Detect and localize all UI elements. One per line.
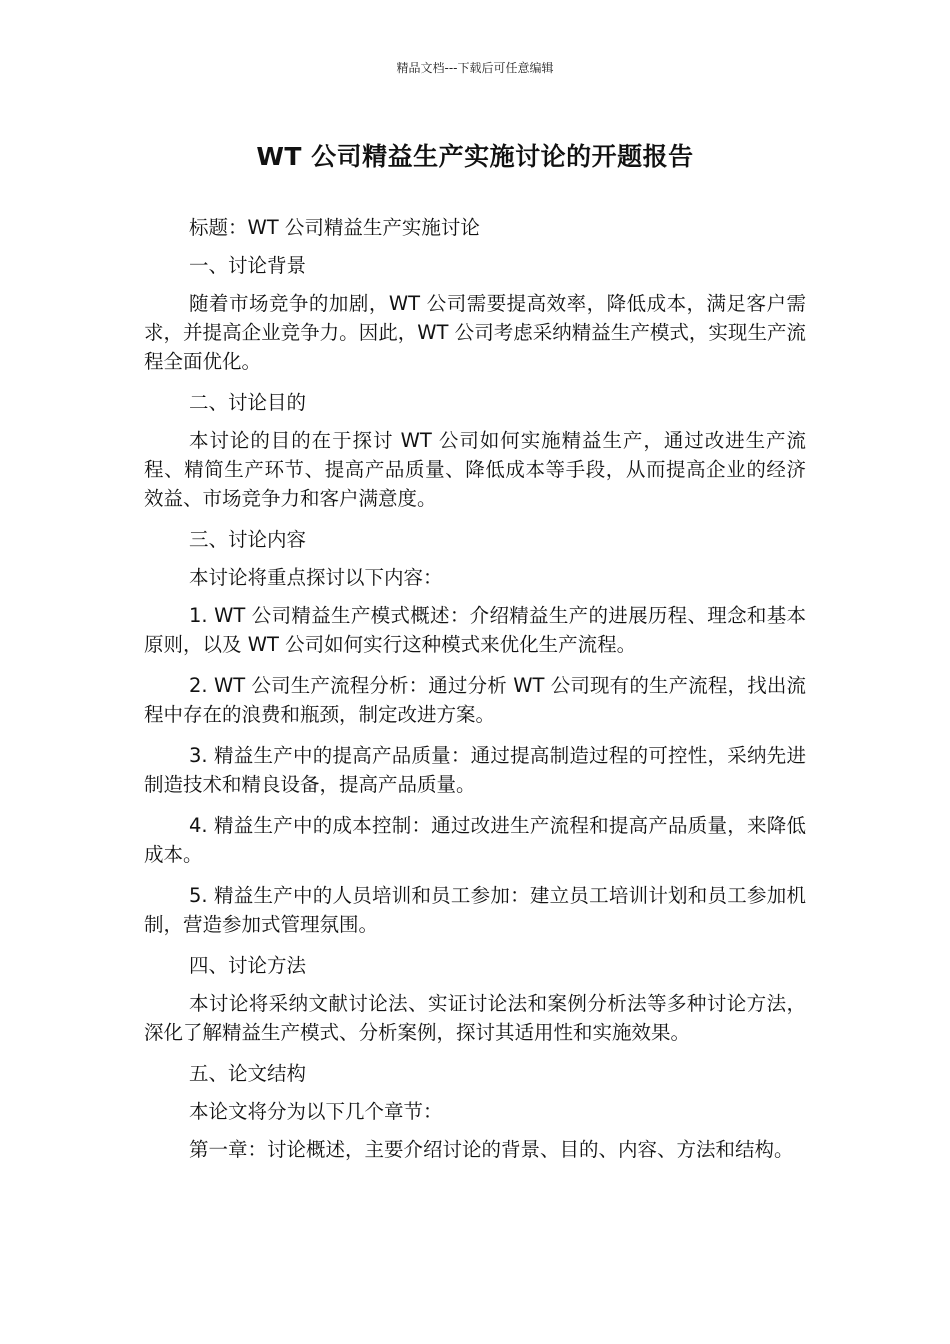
document-title: WT 公司精益生产实施讨论的开题报告 bbox=[256, 142, 694, 171]
paragraph-content-intro: 本讨论将重点探讨以下内容： bbox=[189, 566, 443, 589]
section-heading-method: 四、讨论方法 bbox=[189, 954, 307, 977]
list-item-5: 5. 精益生产中的人员培训和员工参加：建立员工培训计划和员工参加机制，营造参加式管理氛围。 bbox=[144, 884, 806, 936]
section-heading-structure: 五、论文结构 bbox=[189, 1062, 307, 1085]
section-heading-purpose: 二、讨论目的 bbox=[189, 391, 307, 414]
header-note: 精品文档---下载后可任意编辑 bbox=[396, 61, 554, 75]
document-body bbox=[144, 213, 806, 1176]
paragraph-chapter-1: 第一章：讨论概述，主要介绍讨论的背景、目的、内容、方法和结构。 bbox=[189, 1138, 794, 1161]
paragraph-purpose: 本讨论的目的在于探讨 WT 公司如何实施精益生产，通过改进生产流程、精简生产环节、提高产品质量、降低成本等手段，从而提高企业的经济效益、市场竞争力和客户满意度。 bbox=[144, 429, 806, 510]
paragraph-subject: 标题：WT 公司精益生产实施讨论 bbox=[189, 216, 480, 239]
paragraph-method: 本讨论将采纳文献讨论法、实证讨论法和案例分析法等多种讨论方法，深化了解精益生产模式、分析案例，探讨其适用性和实施效果。 bbox=[144, 992, 806, 1044]
list-item-2: 2. WT 公司生产流程分析：通过分析 WT 公司现有的生产流程，找出流程中存在的浪费和瓶颈，制定改进方案。 bbox=[144, 674, 806, 726]
section-heading-background: 一、讨论背景 bbox=[189, 254, 307, 277]
paragraph-background: 随着市场竞争的加剧，WT 公司需要提高效率，降低成本，满足客户需求，并提高企业竞争力。因此，WT 公司考虑采纳精益生产模式，实现生产流程全面优化。 bbox=[144, 292, 806, 373]
list-item-1: 1. WT 公司精益生产模式概述：介绍精益生产的进展历程、理念和基本原则，以及 WT 公司如何实行这种模式来优化生产流程。 bbox=[144, 604, 806, 656]
list-item-4: 4. 精益生产中的成本控制：通过改进生产流程和提高产品质量，来降低成本。 bbox=[144, 814, 806, 866]
section-heading-content: 三、讨论内容 bbox=[189, 528, 307, 551]
list-item-3: 3. 精益生产中的提高产品质量：通过提高制造过程的可控性，采纳先进制造技术和精良设备，提高产品质量。 bbox=[144, 744, 806, 796]
paragraph-structure-intro: 本论文将分为以下几个章节： bbox=[189, 1100, 443, 1123]
